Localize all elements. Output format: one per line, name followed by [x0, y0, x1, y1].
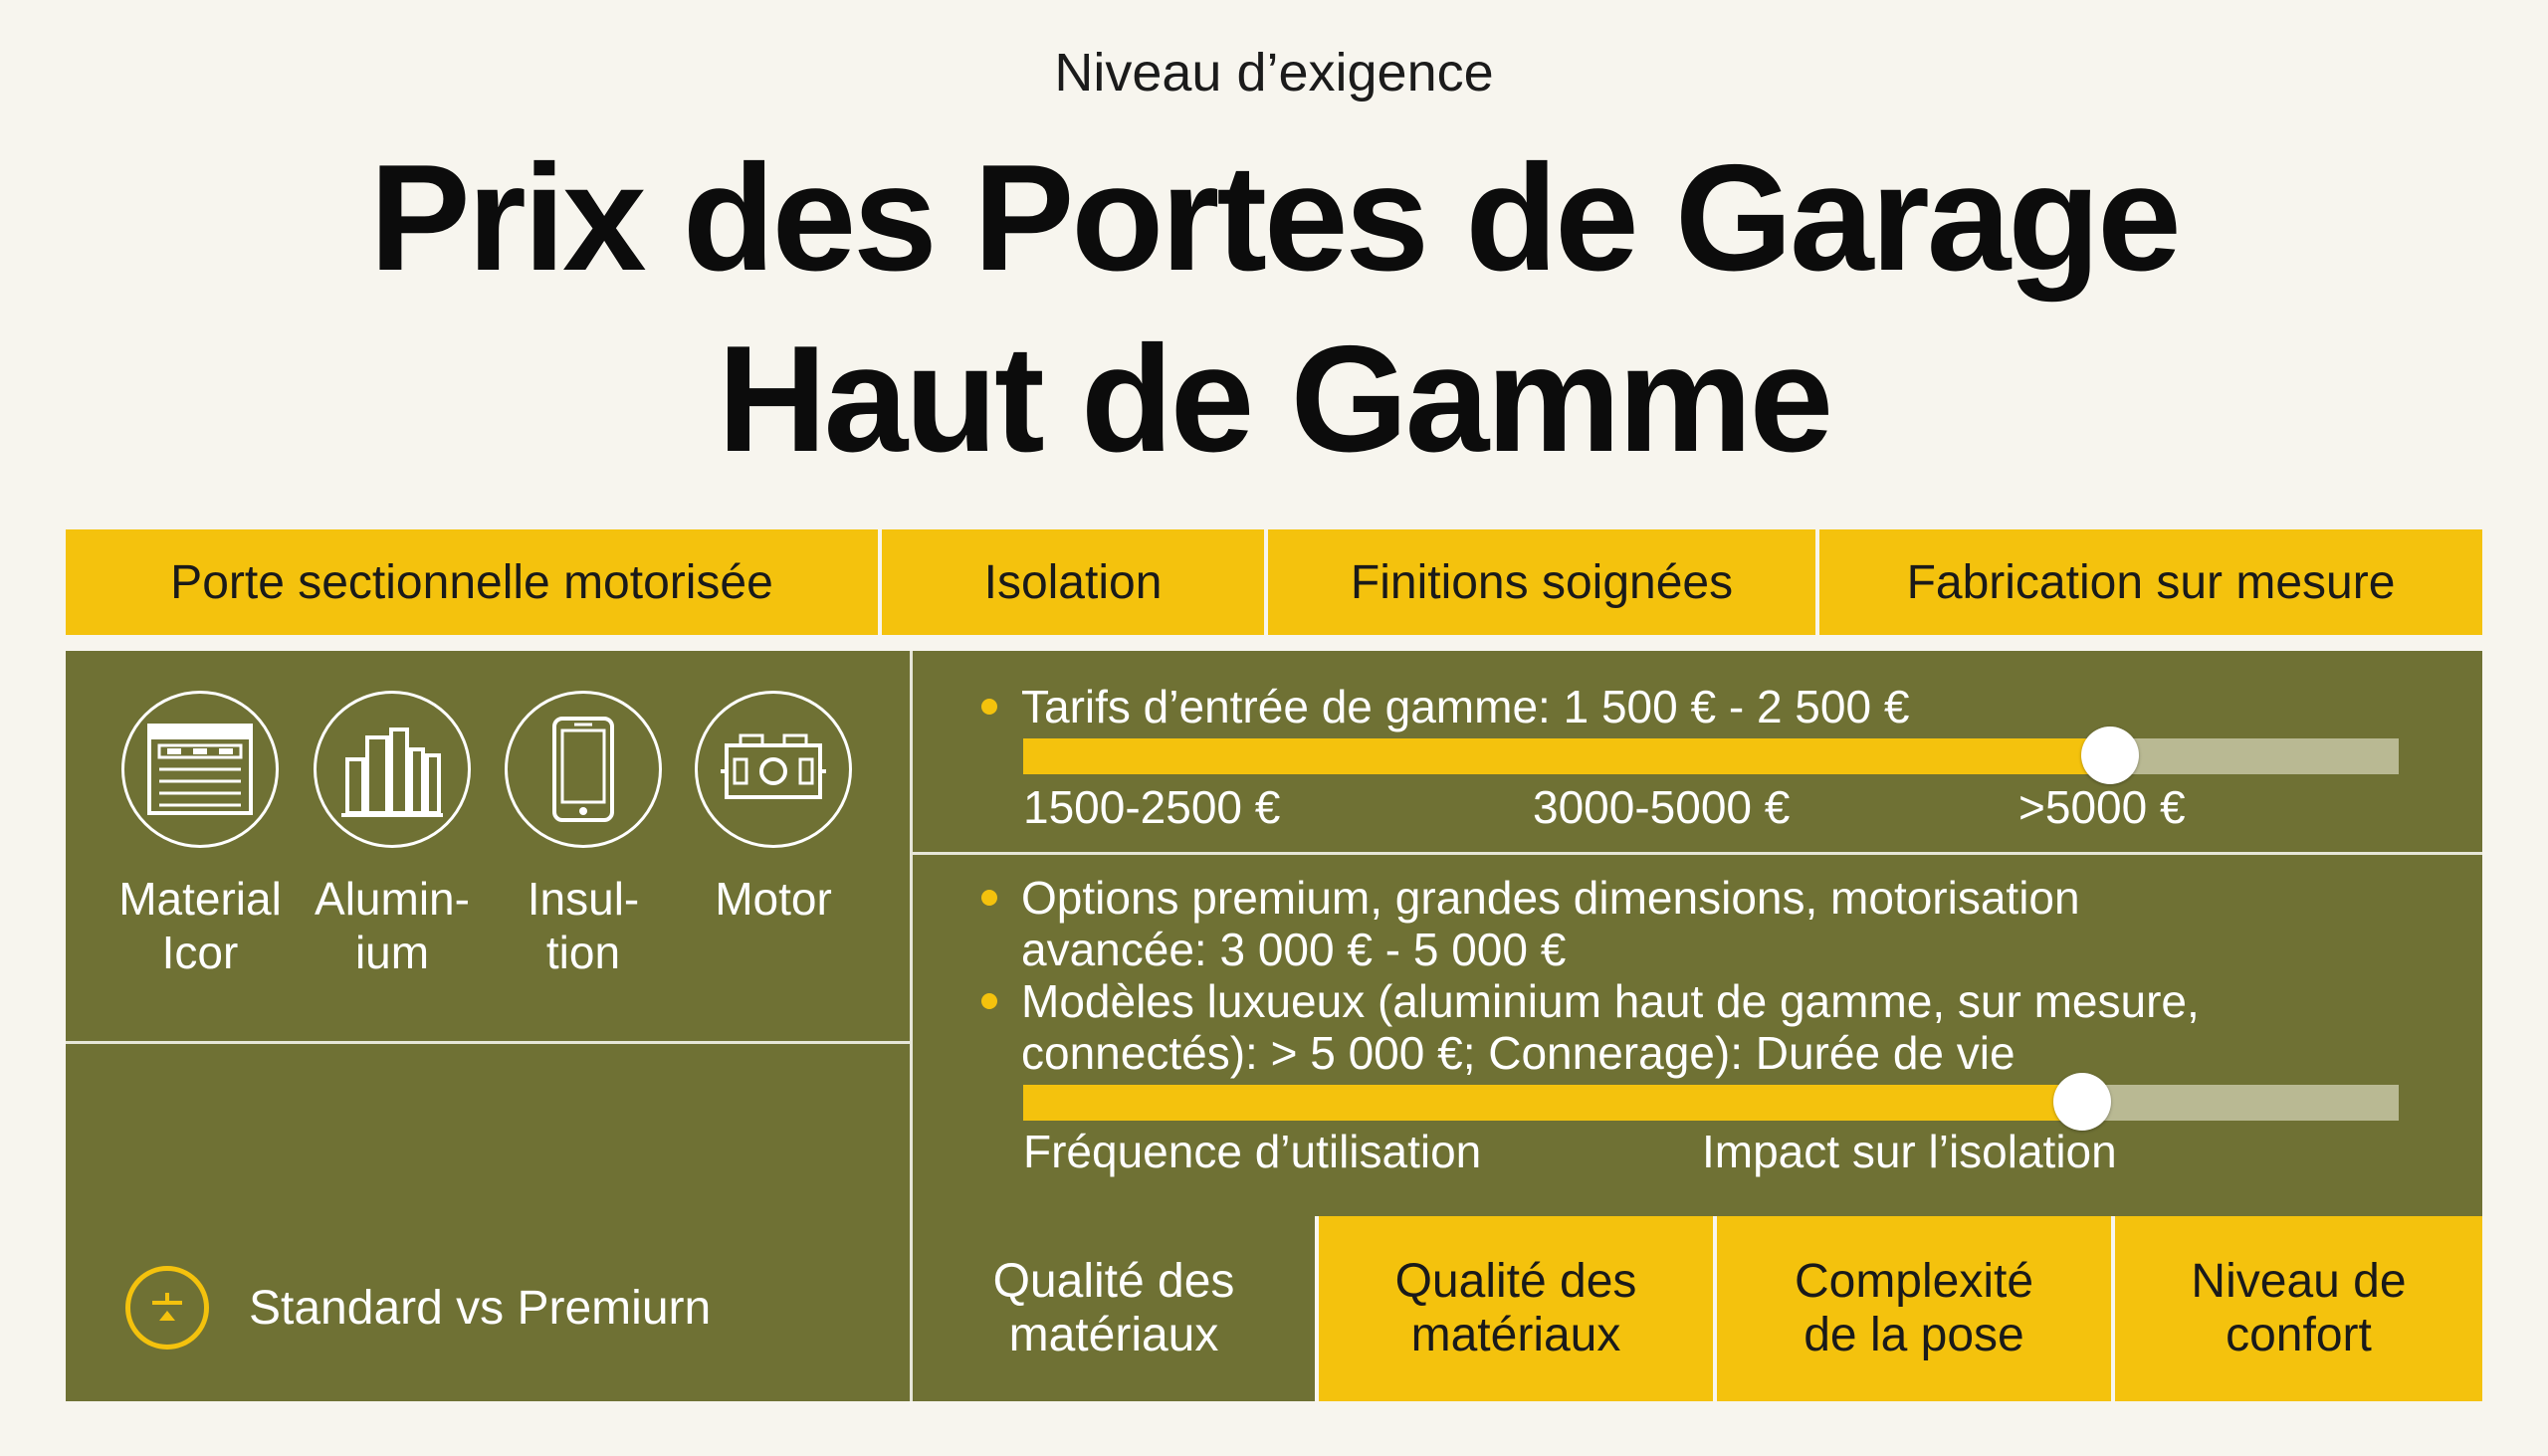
tab-isolation[interactable]: Isolation	[882, 529, 1268, 635]
luxury-models-bullet: Modèles luxueux (aluminium haut de gamme, sur mesure, connectés): > 5 000 €; Connerage): Durée de vie	[979, 975, 2200, 1079]
insulation-impact-label: Impact sur l’isolation	[1702, 1126, 2117, 1177]
frequency-label: Fréquence d’utilisation	[1023, 1126, 1482, 1177]
options-slider-knob[interactable]	[2053, 1073, 2111, 1131]
tab-fabrication[interactable]: Fabrication sur mesure	[1819, 529, 2482, 635]
entry-price-bullet: Tarifs d’entrée de gamme: 1 500 € - 2 500 €	[979, 681, 1909, 732]
options-slider-fill	[1023, 1085, 2082, 1121]
page-title-line1: Prix des Portes de Garage	[369, 133, 2179, 303]
price-tick-high: >5000 €	[2018, 781, 2186, 833]
panel-divider-right	[910, 852, 2482, 855]
comparison-row	[66, 1216, 2482, 1401]
standard-vs-premium-label: Standard vs Premiurn	[249, 1281, 712, 1335]
icon-cell-aluminium	[310, 691, 475, 979]
pricing-panel	[66, 651, 2482, 1216]
page-title-line2: Haut de Gamme	[717, 314, 1831, 484]
feature-tab-bar	[66, 529, 2482, 635]
motor-icon	[695, 691, 852, 848]
criteria-cell-materials: Qualité des matériaux	[992, 1255, 1235, 1361]
aluminium-profiles-icon	[314, 691, 471, 848]
page-title	[0, 127, 2548, 490]
phone-icon	[505, 691, 662, 848]
price-tick-low: 1500-2500 €	[1023, 781, 1281, 833]
price-tick-mid: 3000-5000 €	[1533, 781, 1791, 833]
criteria-cell-materials-premium: Qualité des matériaux	[1315, 1216, 1713, 1401]
standard-vs-premium	[125, 1266, 711, 1350]
criteria-cell-installation: Complexité de la pose	[1713, 1216, 2111, 1401]
icon-cell-insulation	[501, 691, 666, 979]
garage-door-icon	[121, 691, 279, 848]
panel-divider-vertical	[910, 651, 913, 1216]
criteria-cell-comfort: Niveau de confort	[2111, 1216, 2482, 1401]
tab-porte-sectionnelle[interactable]: Porte sectionnelle motorisée	[66, 529, 882, 635]
price-slider[interactable]	[1023, 738, 2399, 774]
price-slider-fill	[1023, 738, 2110, 774]
icon-cell-material	[117, 691, 283, 979]
icon-label-material: Material Icor	[118, 873, 282, 978]
icon-label-motor: Motor	[715, 873, 832, 925]
options-slider[interactable]	[1023, 1085, 2399, 1121]
header-kicker: Niveau d’exigence	[1054, 43, 1494, 103]
premium-options-bullet: Options premium, grandes dimensions, motorisation avancée: 3 000 € - 5 000 €	[979, 872, 2080, 975]
panel-divider-left	[66, 1041, 910, 1044]
icon-label-aluminium: Alumin- ium	[315, 873, 470, 978]
balance-icon	[125, 1266, 209, 1350]
icon-cell-motor	[691, 691, 856, 926]
price-slider-knob[interactable]	[2081, 727, 2139, 784]
tab-finitions[interactable]: Finitions soignées	[1268, 529, 1819, 635]
icon-label-insulation: Insul- tion	[527, 873, 640, 978]
